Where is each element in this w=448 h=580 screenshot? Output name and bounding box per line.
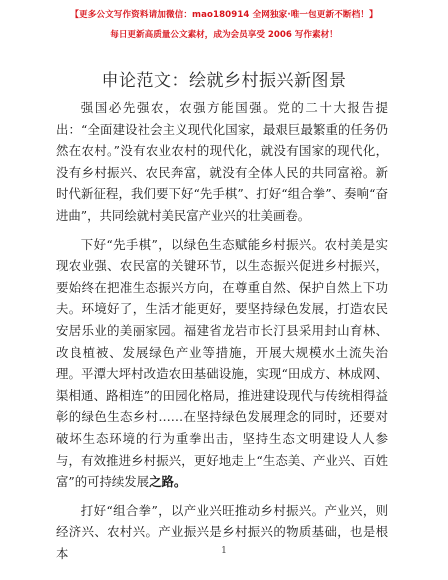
paragraph-3-text: 打好“组合拳”，以产业兴旺推动乡村振兴。产业兴，则经济兴、农村兴。产业振兴是乡村振兴的物质基础，也是根本: [56, 502, 388, 561]
paragraph-2-bold-tail: 之路。: [149, 474, 187, 490]
paragraph-2: [56, 234, 388, 493]
paragraph-1-text: 强国必先强农，农强方能国强。党的二十大报告提出：“全面建设社会主义现代化国家，最艰巨最繁重的任务仍然在农村。”没有农业农村的现代化，就没有国家的现代化，没有乡村振兴、农民奔富，就没有全体人民的共同富裕。新时代新征程，我们要下好“先手棋”、打好“组合拳”、奏响“奋进曲”，共同绘就村美民富产业兴的壮美画卷。: [56, 100, 388, 223]
document-title: 申论范文：绘就乡村振兴新图景: [101, 71, 347, 91]
document-body: [56, 97, 388, 571]
paragraph-2-text: 下好“先手棋”，以绿色生态赋能乡村振兴。农村美是实现农业强、农民富的关键环节，以生态振兴促进乡村振兴，要始终在把准生态振兴方向，在尊重自然、保护自然上下功夫。环境好了，生活才能更好，要坚持绿色发展，打造农民安居乐业的美丽家园。福建省龙岩市长汀县采用封山育林、改良植被、发展绿色产业等措施，开展大规模水土流失治理。平潭大坪村改造农田基础设施，实现“田成方、林成网、渠相通、路相连”的田园化格局，推进建设现代与传统相得益彰的绿色生态乡村……在坚持绿色发展理念的同时，还要对破坏生态环境的行为重拳出击，坚持生态文明建设人人参与，有效推进乡村振兴，更好地走上“生态美、产业兴、百姓富”的可持续发展: [56, 236, 388, 490]
promo-banner-line-2: 每日更新高质量公文素材，成为会员享受 2006 写作素材！: [110, 30, 338, 40]
promo-banner: [0, 8, 448, 40]
paragraph-1: [56, 97, 388, 227]
promo-banner-line-1: 【更多公文写作资料请加微信：mao180914 全网独家·唯一包更新不断档！】: [70, 10, 378, 20]
page-number: 1: [221, 546, 227, 556]
